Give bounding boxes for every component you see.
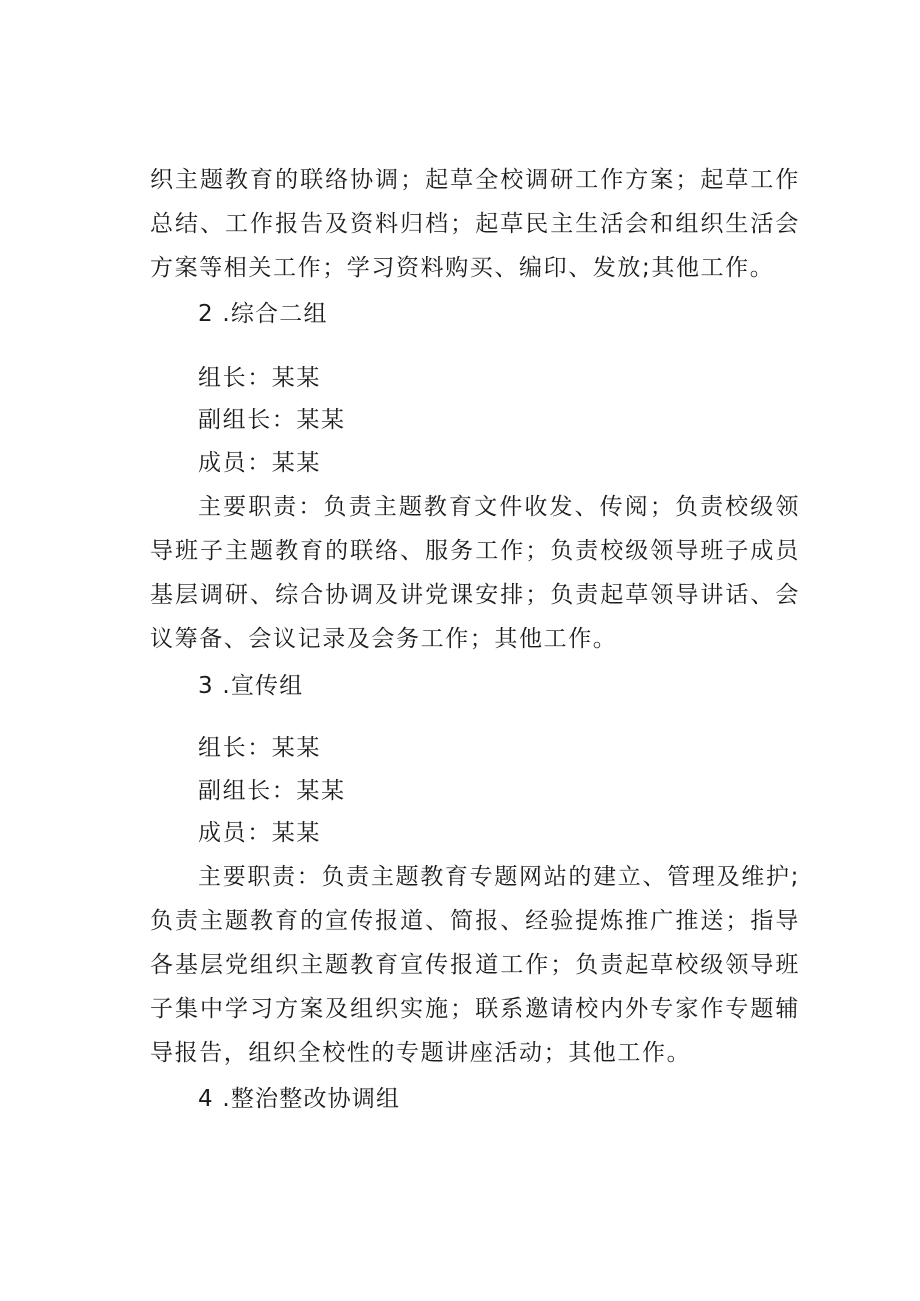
group3-members: 成员：某某 — [198, 820, 321, 846]
group3-duties-paragraph: 主要职责：负责主题教育专题网站的建立、管理及维护;负责主题教育的宣传报道、简报、经验提炼推广推送；指导各基层党组织主题教育宣传报道工作；负责起草校级领导班子集中学习方案及组织实施；联系邀请校内外专家作专题辅导报告，组织全校性的专题讲座活动；其他工作。 — [150, 864, 800, 1066]
group2-deputy-leader: 副组长：某某 — [198, 407, 346, 433]
group2-leader: 组长：某某 — [198, 365, 321, 391]
group3-leader: 组长：某某 — [198, 735, 321, 761]
group2-duties-paragraph: 主要职责：负责主题教育文件收发、传阅；负责校级领导班子主题教育的联络、服务工作；负责校级领导班子成员基层调研、综合协调及讲党课安排；负责起草领导讲话、会议筹备、会议记录及会务工作；其他工作。 — [150, 494, 800, 652]
group2-members: 成员：某某 — [198, 450, 321, 476]
group3-deputy-leader: 副组长：某某 — [198, 778, 346, 804]
group2-heading: 2 .综合二组 — [198, 301, 328, 327]
intro-paragraph: 织主题教育的联络协调；起草全校调研工作方案；起草工作总结、工作报告及资料归档；起草民主生活会和组织生活会方案等相关工作；学习资料购买、编印、发放;其他工作。 — [150, 167, 800, 281]
group3-heading: 3 .宣传组 — [198, 673, 304, 699]
group4-heading: 4 .整治整改协调组 — [198, 1086, 401, 1112]
